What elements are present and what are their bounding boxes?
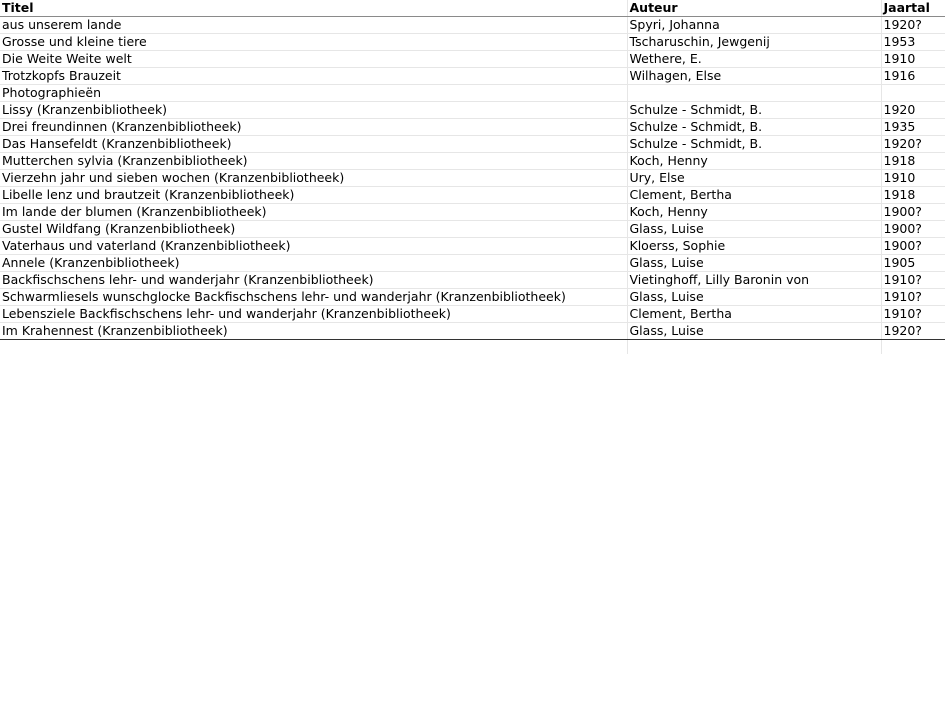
title-cell[interactable]: Im lande der blumen (Kranzenbibliotheek) [0,204,627,221]
table-row [0,34,945,51]
table-row [0,136,945,153]
author-cell[interactable]: Glass, Luise [627,323,881,340]
year-cell[interactable] [881,85,945,102]
title-cell[interactable]: Im Krahennest (Kranzenbibliotheek) [0,323,627,340]
year-cell[interactable]: 1910 [881,51,945,68]
table-row [0,17,945,34]
title-cell[interactable]: Mutterchen sylvia (Kranzenbibliotheek) [0,153,627,170]
author-cell[interactable]: Koch, Henny [627,153,881,170]
empty-cell[interactable] [627,340,881,355]
title-cell[interactable]: Drei freundinnen (Kranzenbibliotheek) [0,119,627,136]
column-header-author[interactable]: Auteur [627,0,881,17]
title-cell[interactable]: Gustel Wildfang (Kranzenbibliotheek) [0,221,627,238]
author-cell[interactable]: Spyri, Johanna [627,17,881,34]
table-row [0,289,945,306]
table-row [0,323,945,340]
year-cell[interactable]: 1900? [881,238,945,255]
empty-row [0,340,945,355]
author-cell[interactable]: Schulze - Schmidt, B. [627,102,881,119]
year-cell[interactable]: 1918 [881,187,945,204]
year-cell[interactable]: 1920? [881,323,945,340]
title-cell[interactable]: Annele (Kranzenbibliotheek) [0,255,627,272]
empty-cell[interactable] [881,340,945,355]
table-row [0,187,945,204]
title-cell[interactable]: Das Hansefeldt (Kranzenbibliotheek) [0,136,627,153]
year-cell[interactable]: 1910? [881,272,945,289]
table-row [0,51,945,68]
table-row [0,306,945,323]
table-body [0,17,945,355]
table-row [0,68,945,85]
year-cell[interactable]: 1920? [881,17,945,34]
year-cell[interactable]: 1920? [881,136,945,153]
year-cell[interactable]: 1900? [881,204,945,221]
table-row [0,153,945,170]
header-row [0,0,945,17]
author-cell[interactable]: Glass, Luise [627,255,881,272]
author-cell[interactable]: Glass, Luise [627,289,881,306]
year-cell[interactable]: 1920 [881,102,945,119]
year-cell[interactable]: 1900? [881,221,945,238]
column-header-title[interactable]: Titel [0,0,627,17]
year-cell[interactable]: 1910? [881,289,945,306]
table-row [0,102,945,119]
year-cell[interactable]: 1910? [881,306,945,323]
author-cell[interactable]: Glass, Luise [627,221,881,238]
year-cell[interactable]: 1910 [881,170,945,187]
author-cell[interactable]: Schulze - Schmidt, B. [627,119,881,136]
column-header-year[interactable]: Jaartal [881,0,945,17]
author-cell[interactable] [627,85,881,102]
table-row [0,255,945,272]
author-cell[interactable]: Wethere, E. [627,51,881,68]
title-cell[interactable]: Lissy (Kranzenbibliotheek) [0,102,627,119]
author-cell[interactable]: Tscharuschin, Jewgenij [627,34,881,51]
author-cell[interactable]: Ury, Else [627,170,881,187]
author-cell[interactable]: Vietinghoff, Lilly Baronin von [627,272,881,289]
title-cell[interactable]: Vaterhaus und vaterland (Kranzenbibliotheek) [0,238,627,255]
table-row [0,221,945,238]
table-row [0,119,945,136]
year-cell[interactable]: 1935 [881,119,945,136]
title-cell[interactable]: Trotzkopfs Brauzeit [0,68,627,85]
author-cell[interactable]: Clement, Bertha [627,306,881,323]
table-row [0,170,945,187]
title-cell[interactable]: aus unserem lande [0,17,627,34]
title-cell[interactable]: Schwarmliesels wunschglocke Backfischschens lehr- und wanderjahr (Kranzenbibliotheek) [0,289,627,306]
table-header [0,0,945,17]
title-cell[interactable]: Backfischschens lehr- und wanderjahr (Kranzenbibliotheek) [0,272,627,289]
author-cell[interactable]: Koch, Henny [627,204,881,221]
title-cell[interactable]: Photographieën [0,85,627,102]
table-row [0,238,945,255]
author-cell[interactable]: Kloerss, Sophie [627,238,881,255]
author-cell[interactable]: Schulze - Schmidt, B. [627,136,881,153]
table-row [0,85,945,102]
empty-cell[interactable] [0,340,627,355]
author-cell[interactable]: Clement, Bertha [627,187,881,204]
title-cell[interactable]: Vierzehn jahr und sieben wochen (Kranzenbibliotheek) [0,170,627,187]
title-cell[interactable]: Libelle lenz und brautzeit (Kranzenbibliotheek) [0,187,627,204]
year-cell[interactable]: 1905 [881,255,945,272]
table-row [0,272,945,289]
author-cell[interactable]: Wilhagen, Else [627,68,881,85]
year-cell[interactable]: 1918 [881,153,945,170]
title-cell[interactable]: Die Weite Weite welt [0,51,627,68]
title-cell[interactable]: Grosse und kleine tiere [0,34,627,51]
year-cell[interactable]: 1953 [881,34,945,51]
year-cell[interactable]: 1916 [881,68,945,85]
table-row [0,204,945,221]
title-cell[interactable]: Lebensziele Backfischschens lehr- und wanderjahr (Kranzenbibliotheek) [0,306,627,323]
